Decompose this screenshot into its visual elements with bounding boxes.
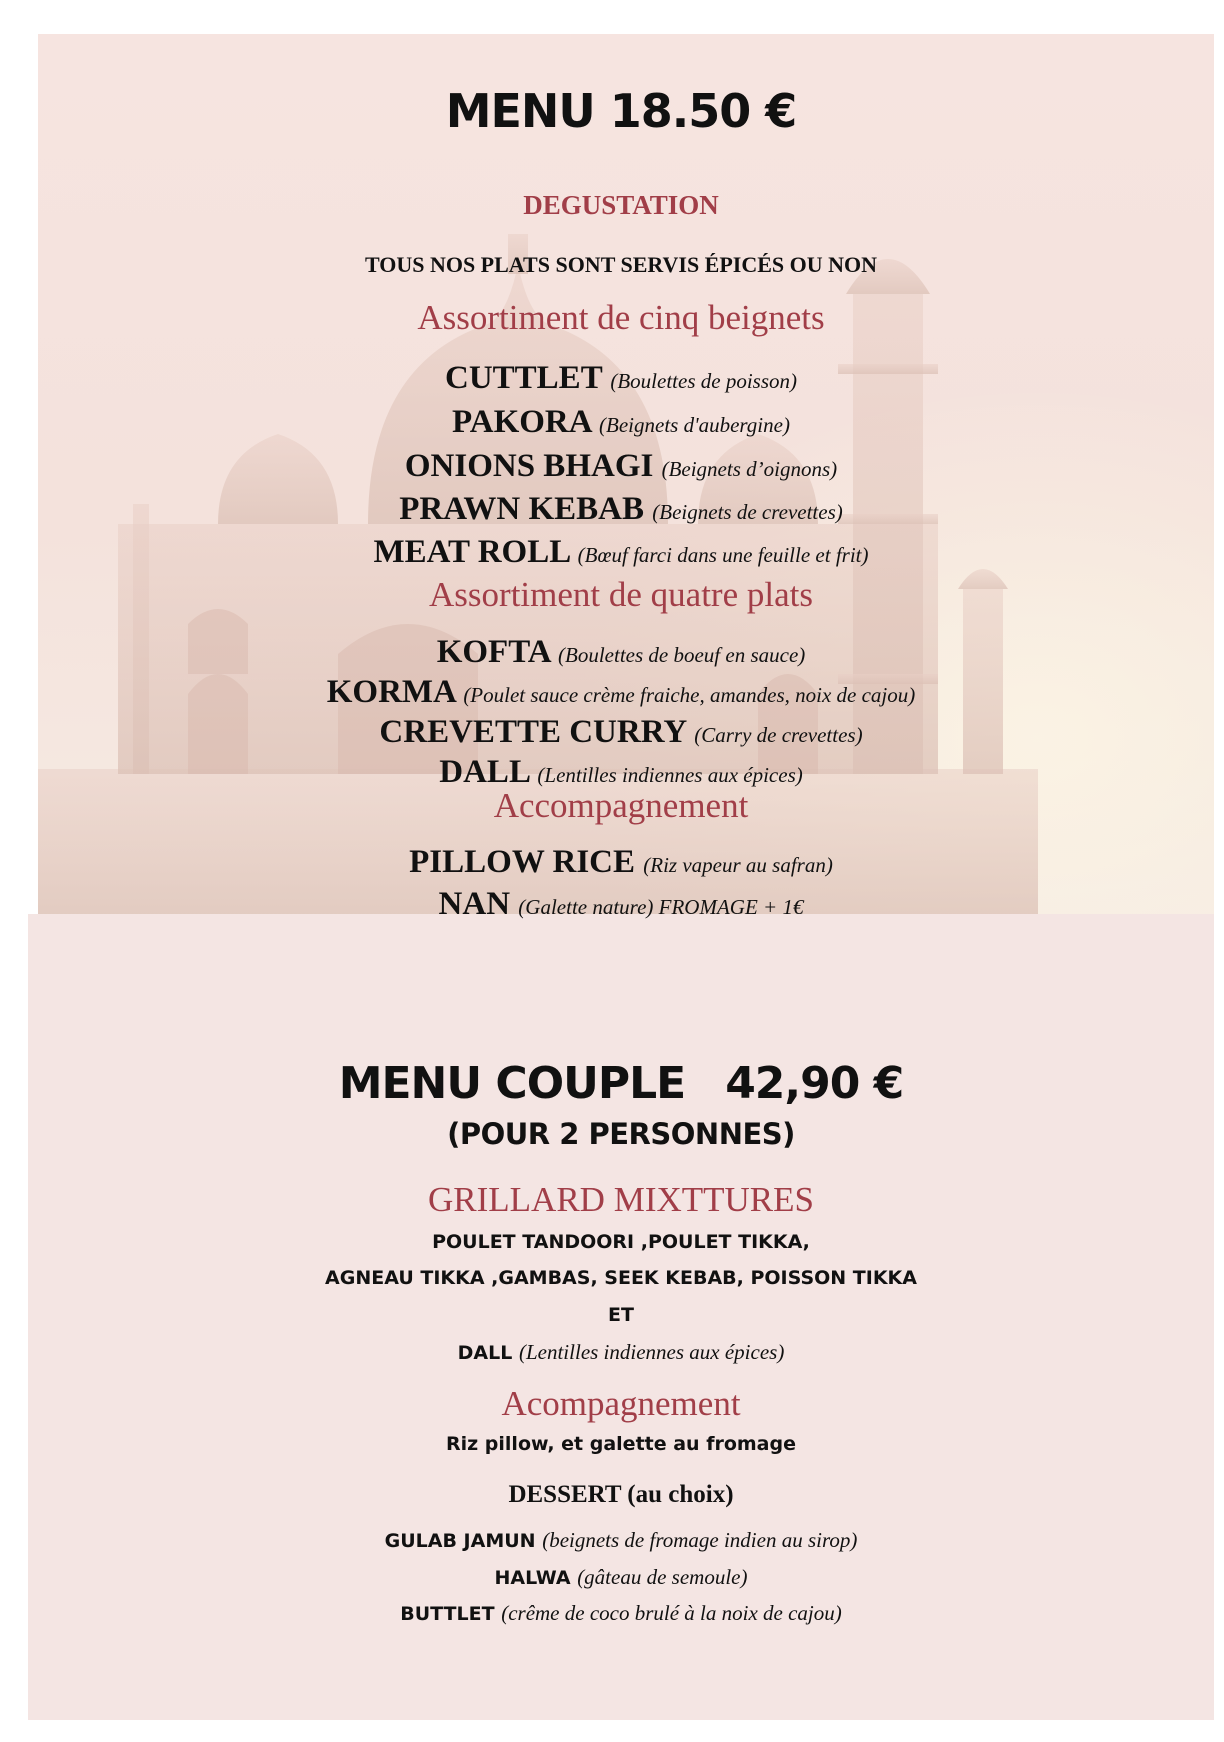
dish-name: NAN (438, 886, 511, 922)
dish-description: (Lentilles indiennes aux épices) (537, 763, 803, 787)
menu2-subtitle: (POUR 2 PERSONNES) (447, 1117, 795, 1151)
section-heading-acompagnement: Acompagnement (501, 1384, 741, 1423)
dish-name: KOFTA (436, 634, 550, 670)
dish-onions-bhagi (28, 448, 1214, 485)
dish-name: DALL (457, 1342, 513, 1364)
dish-name: PAKORA (452, 404, 591, 440)
dish-description: (Beignets d’oignons) (661, 457, 838, 481)
dish-name: PILLOW RICE (409, 844, 636, 880)
section-heading-grillard: GRILLARD MIXTTURES (428, 1180, 814, 1219)
dish-pakora (28, 404, 1214, 441)
dish-korma (28, 674, 1214, 711)
grill-dall (28, 1340, 1214, 1365)
dish-description: (beignets de fromage indien au sirop) (542, 1528, 858, 1552)
dish-name: DALL (439, 754, 530, 790)
dish-name: CREVETTE CURRY (379, 714, 686, 750)
dish-description: (gâteau de semoule) (577, 1565, 748, 1589)
dish-description: (Beignets de crevettes) (652, 500, 843, 524)
dish-description: (Boulettes de poisson) (610, 369, 797, 393)
menu1-notice: TOUS NOS PLATS SONT SERVIS ÉPICÉS OU NON (364, 252, 878, 277)
dish-name: MEAT ROLL (373, 534, 570, 570)
grill-and: ET (608, 1304, 634, 1326)
menu1-title: MENU 18.50 € (445, 84, 797, 138)
grill-items-line-2: AGNEAU TIKKA ,GAMBAS, SEEK KEBAB, POISSON TIKKA (325, 1267, 917, 1289)
menu2-title (28, 1058, 1214, 1109)
section-heading-beignets: Assortiment de cinq beignets (417, 298, 825, 337)
dessert-heading: DESSERT (au choix) (508, 1481, 734, 1508)
dish-name: ONIONS BHAGI (404, 448, 654, 484)
grill-items-line-1: POULET TANDOORI ,POULET TIKKA, (432, 1231, 810, 1253)
menu1-subtitle: DEGUSTATION (523, 190, 719, 220)
dish-description: (Carry de crevettes) (694, 723, 863, 747)
side-text: Riz pillow, et galette au fromage (445, 1433, 796, 1455)
dish-description: (Galette nature) FROMAGE + 1€ (518, 895, 804, 919)
dish-name: KORMA (326, 674, 456, 710)
dish-description: (Boulettes de boeuf en sauce) (558, 643, 806, 667)
dish-kofta (28, 634, 1214, 671)
dish-pillow-rice (28, 844, 1214, 881)
section-heading-plats: Assortiment de quatre plats (429, 575, 813, 614)
dish-name: GULAB JAMUN (384, 1530, 536, 1552)
menu-content (28, 34, 1214, 1720)
dish-description: (Bœuf farci dans une feuille et frit) (577, 543, 869, 567)
dish-name: BUTTLET (400, 1603, 495, 1625)
dish-description: (Poulet sauce crème fraiche, amandes, noix de cajou) (463, 683, 916, 707)
dish-description: (crême de coco brulé à la noix de cajou) (501, 1601, 842, 1625)
dish-description: (Lentilles indiennes aux épices) (518, 1340, 785, 1364)
dish-description: (Beignets d'aubergine) (599, 413, 790, 437)
dish-nan (28, 886, 1214, 923)
dish-description: (Riz vapeur au safran) (643, 853, 833, 877)
menu2-price: 42,90 € (725, 1058, 904, 1109)
dish-name: HALWA (494, 1567, 571, 1589)
dessert-buttlet (28, 1601, 1214, 1626)
dish-meat-roll (28, 534, 1214, 571)
dish-crevette-curry (28, 714, 1214, 751)
dish-cuttlet (28, 360, 1214, 397)
section-heading-accompagnement: Accompagnement (493, 786, 749, 825)
menu2-title-text: MENU COUPLE (338, 1058, 686, 1109)
dish-prawn-kebab (28, 491, 1214, 528)
dessert-halwa (28, 1565, 1214, 1590)
dessert-gulab-jamun (28, 1528, 1214, 1553)
dish-name: CUTTLET (444, 360, 603, 396)
dish-name: PRAWN KEBAB (399, 491, 645, 527)
